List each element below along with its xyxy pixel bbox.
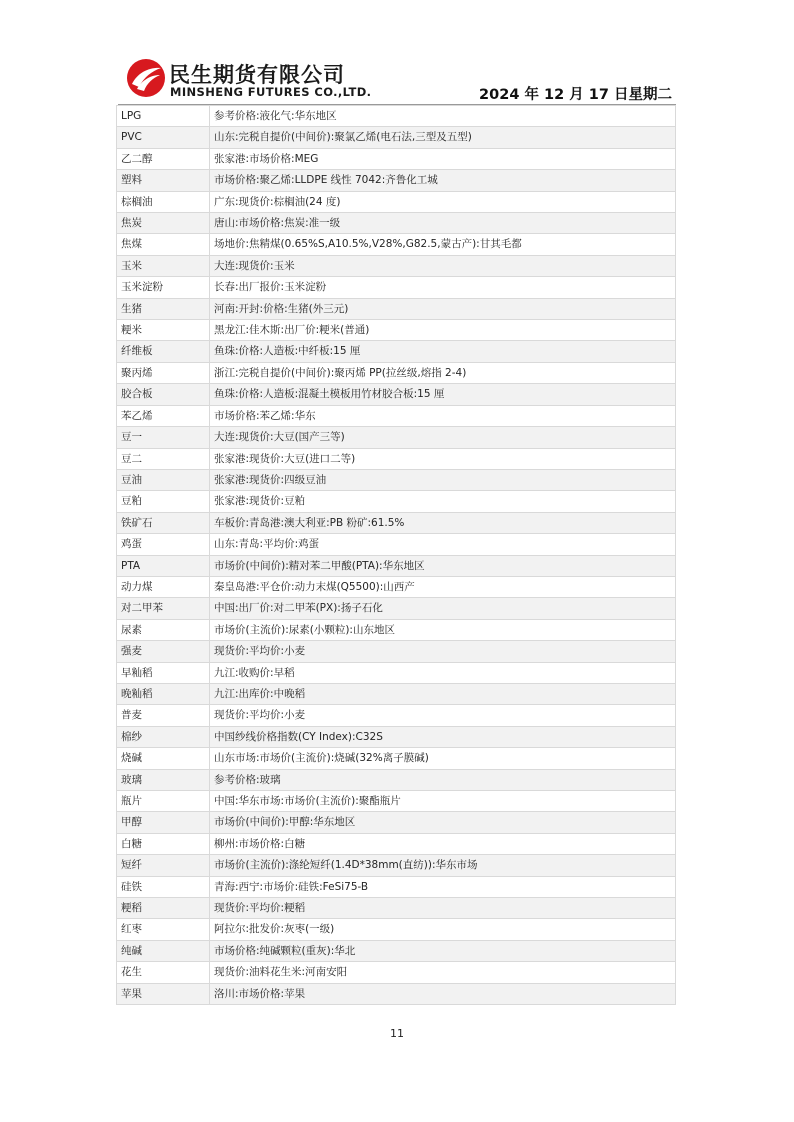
table-row <box>117 769 676 790</box>
table-row <box>117 962 676 983</box>
table-row <box>117 277 676 298</box>
table-row <box>117 320 676 341</box>
commodity-name-cell: 玉米淀粉 <box>117 277 210 298</box>
price-source-cell: 市场价(中间价):精对苯二甲酸(PTA):华东地区 <box>210 555 676 576</box>
price-source-cell: 黑龙江:佳木斯:出厂价:粳米(普通) <box>210 320 676 341</box>
price-source-cell: 市场价(主流价):涤纶短纤(1.4D*38mm(直纺)):华东市场 <box>210 855 676 876</box>
price-source-cell: 张家港:现货价:大豆(进口二等) <box>210 448 676 469</box>
commodity-name-cell: 烧碱 <box>117 748 210 769</box>
price-source-cell: 中国:出厂价:对二甲苯(PX):扬子石化 <box>210 598 676 619</box>
commodity-name-cell: 棉纱 <box>117 726 210 747</box>
commodity-name-cell: 甲醇 <box>117 812 210 833</box>
table-row <box>117 855 676 876</box>
price-source-cell: 市场价(主流价):尿素(小颗粒):山东地区 <box>210 619 676 640</box>
price-source-table-body <box>117 106 676 1005</box>
commodity-name-cell: 粳稻 <box>117 898 210 919</box>
commodity-name-cell: PVC <box>117 127 210 148</box>
commodity-name-cell: 豆油 <box>117 469 210 490</box>
commodity-name-cell: 晚籼稻 <box>117 683 210 704</box>
table-row <box>117 598 676 619</box>
price-source-cell: 长春:出厂报价:玉米淀粉 <box>210 277 676 298</box>
commodity-name-cell: 铁矿石 <box>117 512 210 533</box>
table-row <box>117 427 676 448</box>
price-source-cell: 青海:西宁:市场价:硅铁:FeSi75-B <box>210 876 676 897</box>
page-number: 11 <box>390 1027 404 1040</box>
price-source-cell: 市场价(中间价):甲醇:华东地区 <box>210 812 676 833</box>
table-row <box>117 512 676 533</box>
table-row <box>117 255 676 276</box>
table-row <box>117 705 676 726</box>
table-row <box>117 341 676 362</box>
table-row <box>117 812 676 833</box>
commodity-name-cell: 尿素 <box>117 619 210 640</box>
price-source-cell: 鱼珠:价格:人造板:中纤板:15 厘 <box>210 341 676 362</box>
table-row <box>117 213 676 234</box>
table-row <box>117 576 676 597</box>
price-source-cell: 山东市场:市场价(主流价):烧碱(32%离子膜碱) <box>210 748 676 769</box>
company-name-english: MINSHENG FUTURES CO.,LTD. <box>170 85 372 99</box>
table-row <box>117 940 676 961</box>
price-source-cell: 唐山:市场价格:焦炭:准一级 <box>210 213 676 234</box>
commodity-name-cell: 塑料 <box>117 170 210 191</box>
table-row <box>117 748 676 769</box>
price-source-cell: 中国纱线价格指数(CY Index):C32S <box>210 726 676 747</box>
commodity-name-cell: 红枣 <box>117 919 210 940</box>
table-row <box>117 641 676 662</box>
table-row <box>117 898 676 919</box>
commodity-name-cell: 聚丙烯 <box>117 362 210 383</box>
commodity-name-cell: PTA <box>117 555 210 576</box>
price-source-cell: 大连:现货价:玉米 <box>210 255 676 276</box>
price-source-cell: 洛川:市场价格:苹果 <box>210 983 676 1004</box>
table-row <box>117 726 676 747</box>
table-row <box>117 191 676 212</box>
table-row <box>117 234 676 255</box>
price-source-cell: 鱼珠:价格:人造板:混凝土模板用竹材胶合板:15 厘 <box>210 384 676 405</box>
price-source-cell: 九江:出库价:中晚稻 <box>210 683 676 704</box>
commodity-name-cell: 纤维板 <box>117 341 210 362</box>
price-source-cell: 现货价:平均价:粳稻 <box>210 898 676 919</box>
commodity-name-cell: 早籼稻 <box>117 662 210 683</box>
commodity-name-cell: 棕榈油 <box>117 191 210 212</box>
price-source-cell: 河南:开封:价格:生猪(外三元) <box>210 298 676 319</box>
price-source-cell: 现货价:平均价:小麦 <box>210 705 676 726</box>
commodity-name-cell: 瓶片 <box>117 791 210 812</box>
commodity-name-cell: 豆粕 <box>117 491 210 512</box>
price-source-cell: 山东:青岛:平均价:鸡蛋 <box>210 534 676 555</box>
price-source-cell: 中国:华东市场:市场价(主流价):聚酯瓶片 <box>210 791 676 812</box>
table-row <box>117 298 676 319</box>
price-source-cell: 市场价格:纯碱颗粒(重灰):华北 <box>210 940 676 961</box>
price-source-cell: 张家港:现货价:四级豆油 <box>210 469 676 490</box>
price-source-cell: 参考价格:液化气:华东地区 <box>210 106 676 127</box>
commodity-name-cell: 焦炭 <box>117 213 210 234</box>
price-source-cell: 九江:收购价:早稻 <box>210 662 676 683</box>
commodity-name-cell: 乙二醇 <box>117 148 210 169</box>
price-source-cell: 参考价格:玻璃 <box>210 769 676 790</box>
price-source-cell: 张家港:市场价格:MEG <box>210 148 676 169</box>
price-source-cell: 广东:现货价:棕榈油(24 度) <box>210 191 676 212</box>
commodity-name-cell: LPG <box>117 106 210 127</box>
report-date: 2024 年 12 月 17 日星期二 <box>479 87 672 103</box>
commodity-name-cell: 粳米 <box>117 320 210 341</box>
table-row <box>117 384 676 405</box>
table-row <box>117 405 676 426</box>
commodity-name-cell: 普麦 <box>117 705 210 726</box>
company-name-chinese: 民生期货有限公司 <box>169 63 345 87</box>
table-row <box>117 619 676 640</box>
commodity-name-cell: 鸡蛋 <box>117 534 210 555</box>
price-source-cell: 秦皇岛港:平仓价:动力末煤(Q5500):山西产 <box>210 576 676 597</box>
commodity-name-cell: 豆二 <box>117 448 210 469</box>
commodity-name-cell: 短纤 <box>117 855 210 876</box>
commodity-name-cell: 白糖 <box>117 833 210 854</box>
table-row <box>117 555 676 576</box>
table-row <box>117 469 676 490</box>
commodity-name-cell: 生猪 <box>117 298 210 319</box>
page-header <box>118 52 676 104</box>
minsheng-logo-icon <box>126 58 166 98</box>
commodity-name-cell: 动力煤 <box>117 576 210 597</box>
table-row <box>117 170 676 191</box>
commodity-name-cell: 焦煤 <box>117 234 210 255</box>
commodity-name-cell: 对二甲苯 <box>117 598 210 619</box>
table-row <box>117 662 676 683</box>
commodity-name-cell: 苹果 <box>117 983 210 1004</box>
commodity-name-cell: 硅铁 <box>117 876 210 897</box>
price-source-cell: 张家港:现货价:豆粕 <box>210 491 676 512</box>
table-row <box>117 683 676 704</box>
table-row <box>117 983 676 1004</box>
table-row <box>117 876 676 897</box>
table-row <box>117 148 676 169</box>
price-source-cell: 现货价:油料花生米:河南安阳 <box>210 962 676 983</box>
price-source-cell: 现货价:平均价:小麦 <box>210 641 676 662</box>
commodity-name-cell: 纯碱 <box>117 940 210 961</box>
commodity-name-cell: 苯乙烯 <box>117 405 210 426</box>
commodity-name-cell: 玉米 <box>117 255 210 276</box>
price-source-cell: 场地价:焦精煤(0.65%S,A10.5%,V28%,G82.5,蒙古产):甘其毛都 <box>210 234 676 255</box>
price-source-cell: 柳州:市场价格:白糖 <box>210 833 676 854</box>
commodity-name-cell: 玻璃 <box>117 769 210 790</box>
price-source-cell: 市场价格:聚乙烯:LLDPE 线性 7042:齐鲁化工城 <box>210 170 676 191</box>
commodity-name-cell: 花生 <box>117 962 210 983</box>
commodity-name-cell: 强麦 <box>117 641 210 662</box>
table-row <box>117 833 676 854</box>
commodity-name-cell: 豆一 <box>117 427 210 448</box>
company-logo <box>126 56 372 100</box>
price-source-cell: 山东:完税自提价(中间价):聚氯乙烯(电石法,三型及五型) <box>210 127 676 148</box>
price-source-cell: 车板价:青岛港:澳大利亚:PB 粉矿:61.5% <box>210 512 676 533</box>
table-row <box>117 791 676 812</box>
table-row <box>117 491 676 512</box>
commodity-name-cell: 胶合板 <box>117 384 210 405</box>
table-row <box>117 106 676 127</box>
table-row <box>117 448 676 469</box>
price-source-cell: 市场价格:苯乙烯:华东 <box>210 405 676 426</box>
table-row <box>117 362 676 383</box>
price-source-cell: 大连:现货价:大豆(国产三等) <box>210 427 676 448</box>
price-source-table <box>116 105 676 1005</box>
price-source-cell: 浙江:完税自提价(中间价):聚丙烯 PP(拉丝级,熔指 2-4) <box>210 362 676 383</box>
table-row <box>117 127 676 148</box>
price-source-cell: 阿拉尔:批发价:灰枣(一级) <box>210 919 676 940</box>
table-row <box>117 534 676 555</box>
table-row <box>117 919 676 940</box>
